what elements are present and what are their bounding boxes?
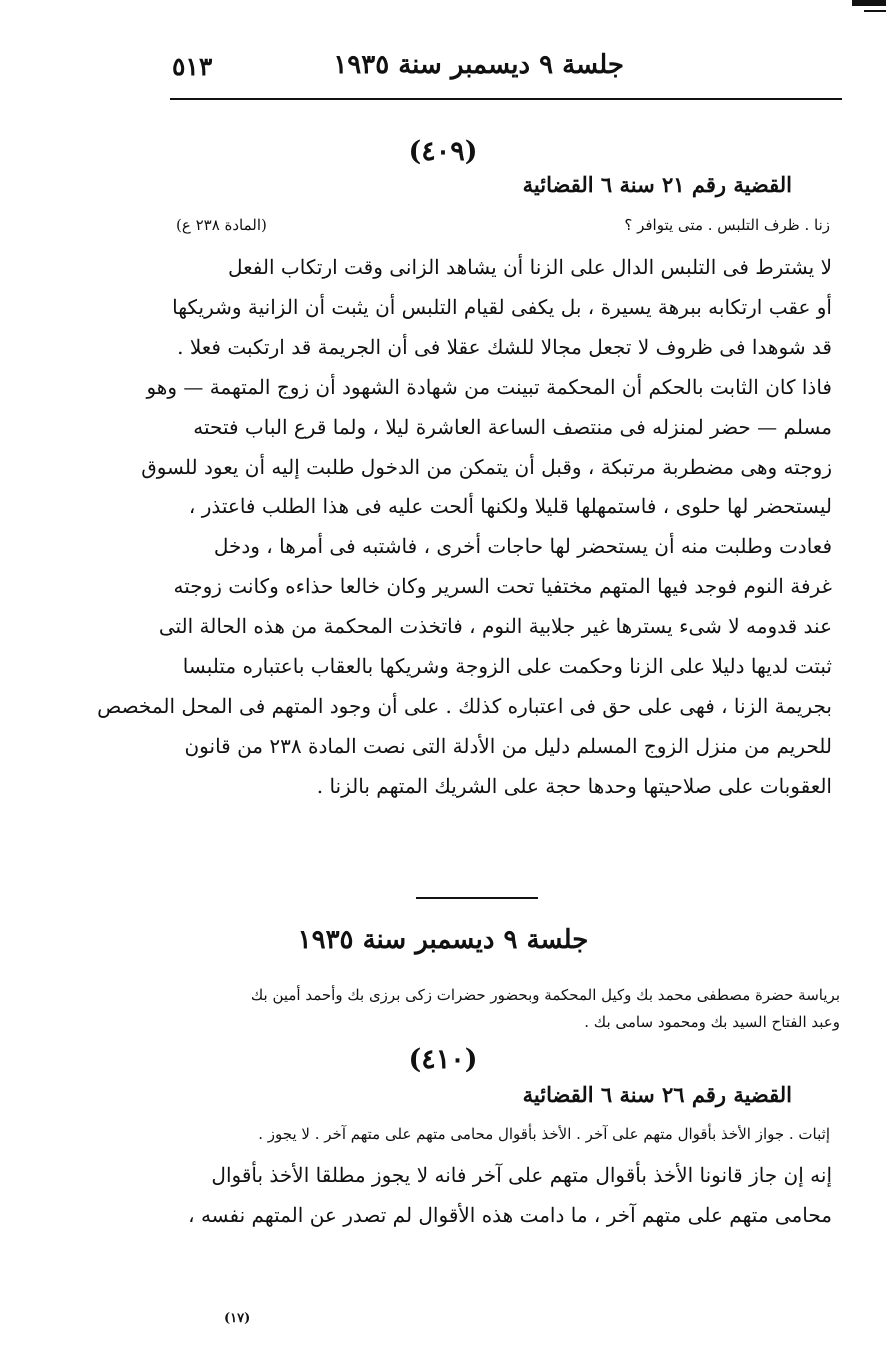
body-line: فعادت وطلبت منه أن يستحضر لها حاجات أخرى ، فاشتبه فى أمرها ، ودخل: [213, 534, 832, 559]
body-line: فاذا كان الثابت بالحكم أن المحكمة تبينت من شهادة الشهود أن زوج المتهمة — وهو: [146, 374, 832, 399]
header-rule: [170, 98, 842, 100]
presidency-line: وعبد الفتاح السيد بك ومحمود سامى بك .: [584, 1013, 840, 1031]
body-line: إنه إن جاز قانونا الأخذ بأقوال متهم على آخر فانه لا يجوز مطلقا الأخذ بأقوال: [211, 1163, 832, 1187]
body-line: مسلم — حضر لمنزله فى منتصف الساعة العاشرة ليلا ، ولما قرع الباب فتحته: [193, 414, 832, 439]
body-line: محامى متهم على متهم آخر ، ما دامت هذه الأقوال لم تصدر عن المتهم نفسه ،: [188, 1202, 832, 1227]
case-summary-410: إثبات . جواز الأخذ بأقوال متهم على آخر . الأخذ بأقوال محامى متهم على متهم آخر . لا يجوز .: [258, 1125, 830, 1143]
body-line: للحريم من منزل الزوج المسلم دليل من الأدلة التى نصت المادة ٢٣٨ من قانون: [184, 733, 832, 758]
body-line: بجريمة الزنا ، فهى على حق فى اعتباره كذلك . على أن وجود المتهم فى المحل المخصص: [97, 693, 832, 718]
presidency-line: برياسة حضرة مصطفى محمد بك وكيل المحكمة وبحضور حضرات زكى برزى بك وأحمد أمين بك: [250, 986, 840, 1004]
article-reference: (المادة ٢٣٨ ع): [176, 216, 267, 234]
case-title-410: القضية رقم ٢٦ سنة ٦ القضائية: [522, 1082, 792, 1107]
body-line: زوجته وهى مضطربة مرتبكة ، وقبل أن يتمكن من الدخول طلبت إليه أن يعود للسوق: [141, 454, 832, 479]
corner-mark-thin: [864, 10, 886, 12]
session-title: جلسة ٩ ديسمبر سنة ١٩٣٥: [297, 925, 589, 955]
body-line: لا يشترط فى التلبس الدال على الزنا أن يشاهد الزانى وقت ارتكاب الفعل: [228, 255, 832, 279]
case-number-410: (٤١٠): [408, 1044, 478, 1075]
presidency-note: [40, 982, 840, 1036]
case-summary-409: زنا . ظرف التلبس . متى يتوافر ؟: [624, 216, 830, 234]
case-body-410: [172, 1156, 832, 1236]
page-number: ٥١٣: [172, 52, 213, 81]
body-line: العقوبات على صلاحيتها وحدها حجة على الشريك المتهم بالزنا .: [316, 773, 832, 798]
body-line: عند قدومه لا شىء يسترها غير جلابية النوم ، فاتخذت المحكمة من هذه الحالة التى: [158, 614, 832, 639]
case-number-409: (٤٠٩): [408, 136, 478, 167]
corner-mark: [852, 0, 886, 6]
body-line: قد شوهدا فى ظروف لا تجعل مجالا للشك عقلا فى أن الجريمة قد ارتكبت فعلا .: [177, 334, 832, 359]
body-line: ليستحضر لها حلوى ، فاستمهلها قليلا ولكنها ألحت عليه فى هذا الطلب فاعتذر ،: [188, 494, 832, 519]
running-header-title: جلسة ٩ ديسمبر سنة ١٩٣٥: [333, 50, 624, 80]
body-line: غرفة النوم فوجد فيها المتهم مختفيا تحت السرير وكان خالعا حذاءه وكانت زوجته: [173, 574, 832, 599]
signature-mark: (١٧): [224, 1311, 251, 1326]
section-separator: [416, 897, 538, 899]
body-line: ثبتت لديها دليلا على الزنا وحكمت على الزوجة وشريكها بالعقاب باعتباره متلبسا: [182, 654, 832, 679]
case-body-409: [97, 248, 832, 807]
case-title-409: القضية رقم ٢١ سنة ٦ القضائية: [522, 172, 792, 197]
body-line: أو عقب ارتكابه ببرهة يسيرة ، بل يكفى لقيام التلبس أن يثبت أن الزانية وشريكها: [172, 294, 832, 319]
